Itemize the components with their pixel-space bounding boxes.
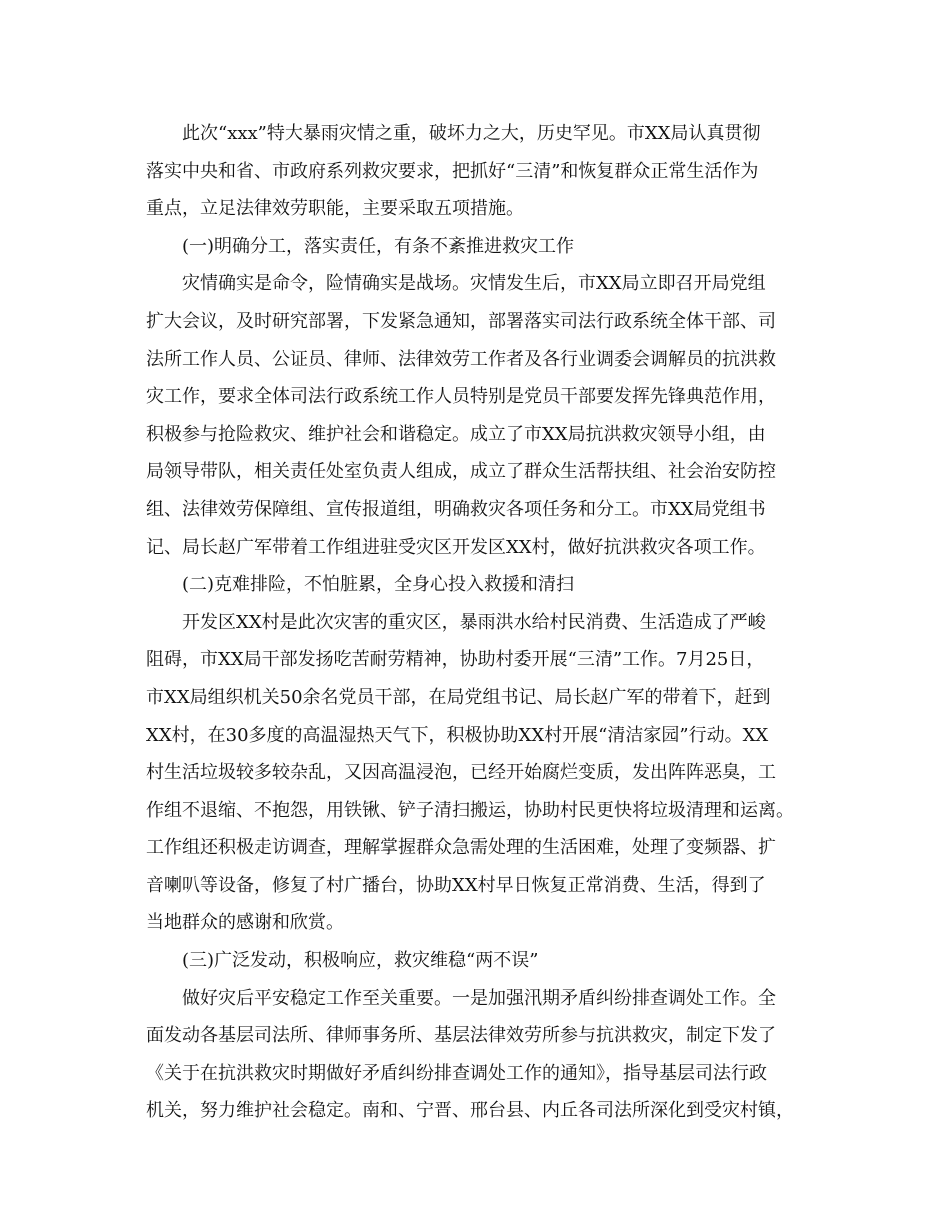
text-line: (一)明确分工，落实责任，有条不紊推进救灾工作 <box>182 235 575 257</box>
text-line: 村生活垃圾较多较杂乱，又因高温浸泡，已经开始腐烂变质，发出阵阵恶臭，工 <box>146 762 776 784</box>
text-line: 市XX局组织机关50余名党员干部，在局党组书记、局长赵广军的带着下，赶到 <box>146 686 771 708</box>
text-line: 法所工作人员、公证员、律师、法律效劳工作者及各行业调委会调解员的抗洪救 <box>146 348 776 370</box>
text-line: 落实中央和省、市政府系列救灾要求，把抓好“三清”和恢复群众正常生活作为 <box>146 160 759 182</box>
text-line: 《关于在抗洪救灾时期做好矛盾纠纷排查调处工作的通知》，指导基层司法行政 <box>146 1062 767 1084</box>
text-line: 音喇叭等设备，修复了村广播台，协助XX村早日恢复正常消费、生活，得到了 <box>146 874 766 896</box>
text-line: 记、局长赵广军带着工作组进驻受灾区开发区XX村，做好抗洪救灾各项工作。 <box>146 536 766 558</box>
text-line: 局领导带队，相关责任处室负责人组成，成立了群众生活帮扶组、社会治安防控 <box>146 461 776 483</box>
text-line: 阻碍，市XX局干部发扬吃苦耐劳精神，协助村委开展“三清”工作。7月25日， <box>146 649 765 671</box>
text-line: 做好灾后平安稳定工作至关重要。一是加强汛期矛盾纠纷排查调处工作。全 <box>182 987 776 1009</box>
text-line: 开发区XX村是此次灾害的重灾区，暴雨洪水给村民消费、生活造成了严峻 <box>182 611 766 633</box>
text-line: (三)广泛发动，积极响应，救灾维稳“两不误” <box>182 950 539 972</box>
text-line: XX村，在30多度的高温湿热天气下，积极协助XX村开展“清洁家园”行动。XX <box>146 724 769 746</box>
text-line: 面发动各基层司法所、律师事务所、基层法律效劳所参与抗洪救灾，制定下发了 <box>146 1025 776 1047</box>
text-line: 此次“xxx”特大暴雨灾情之重，破坏力之大，历史罕见。市XX局认真贯彻 <box>182 123 761 144</box>
text-line: 灾工作，要求全体司法行政系统工作人员特别是党员干部要发挥先锋典范作用， <box>146 386 776 408</box>
text-line: 当地群众的感谢和欣赏。 <box>146 912 344 934</box>
text-line: 灾情确实是命令，险情确实是战场。灾情发生后，市XX局立即召开局党组 <box>182 273 766 295</box>
text-line: (二)克难排险，不怕脏累，全身心投入救援和清扫 <box>182 574 575 596</box>
text-line: 扩大会议，及时研究部署，下发紧急通知，部署落实司法行政系统全体干部、司 <box>146 310 776 332</box>
text-line: 组、法律效劳保障组、宣传报道组，明确救灾各项任务和分工。市XX局党组书 <box>146 498 766 520</box>
text-line: 机关，努力维护社会稳定。南和、宁晋、邢台县、内丘各司法所深化到受灾村镇， <box>146 1100 794 1122</box>
text-line: 工作组还积极走访调查，理解掌握群众急需处理的生活困难，处理了变频器、扩 <box>146 837 776 859</box>
document-body <box>146 115 808 1130</box>
text-line: 作组不退缩、不抱怨，用铁锹、铲子清扫搬运，协助村民更快将垃圾清理和运离。 <box>146 799 794 821</box>
text-line: 重点，立足法律效劳职能，主要采取五项措施。 <box>146 198 524 220</box>
text-line: 积极参与抢险救灾、维护社会和谐稳定。成立了市XX局抗洪救灾领导小组，由 <box>146 423 766 445</box>
